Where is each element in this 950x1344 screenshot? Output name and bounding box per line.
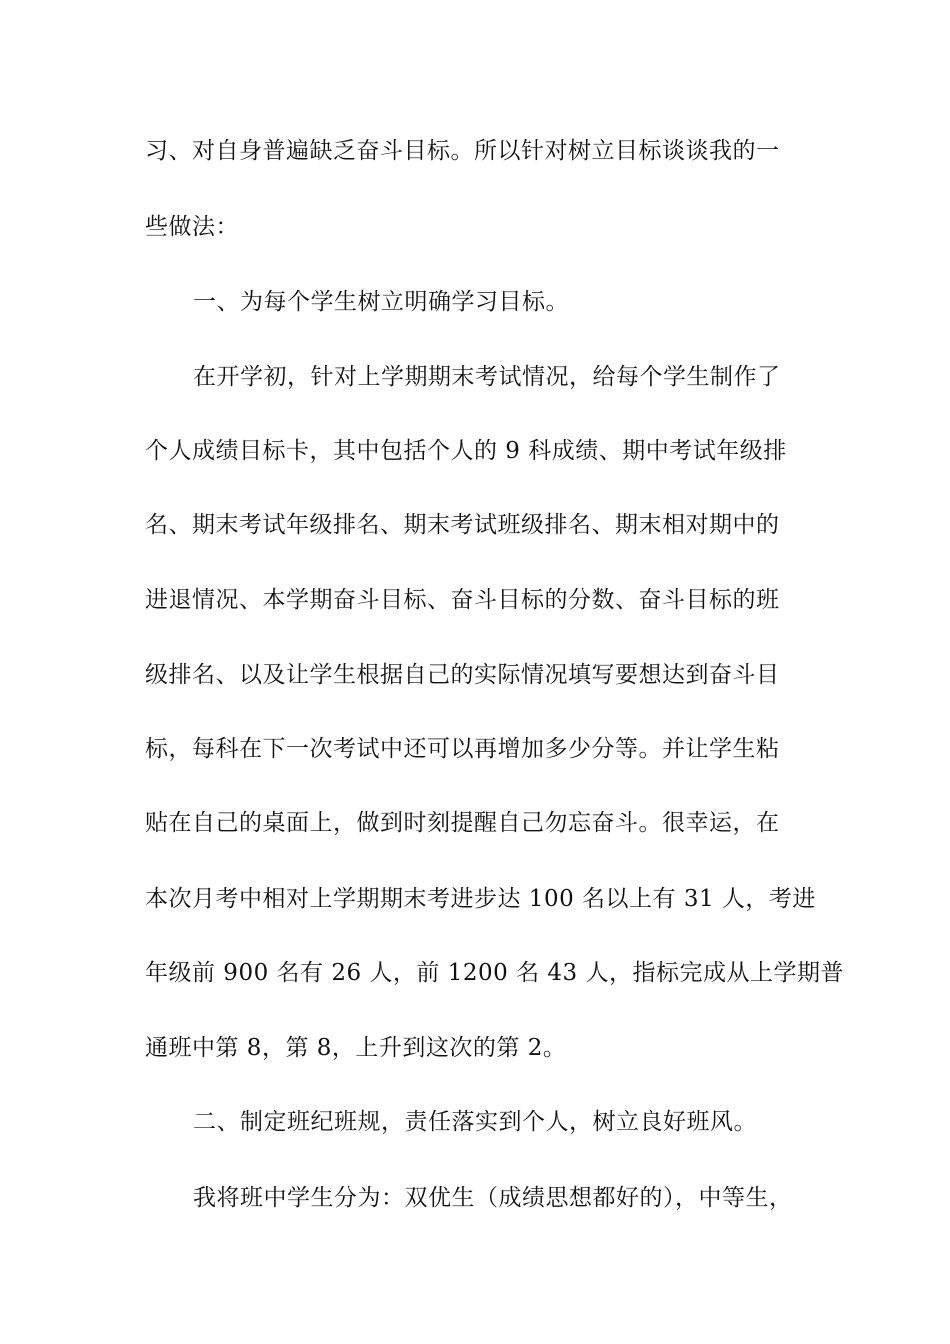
paragraph-line: 个人成绩目标卡，其中包括个人的 9 科成绩、期中考试年级排 bbox=[145, 438, 787, 464]
paragraph-line: 习、对自身普遍缺乏奋斗目标。所以针对树立目标谈谈我的一 bbox=[145, 138, 780, 164]
paragraph-line: 贴在自己的桌面上，做到时刻提醒自己勿忘奋斗。很幸运，在 bbox=[145, 810, 780, 836]
paragraph-line: 年级前 900 名有 26 人，前 1200 名 43 人，指标完成从上学期普 bbox=[145, 960, 844, 986]
paragraph-line: 级排名、以及让学生根据自己的实际情况填写要想达到奋斗目 bbox=[145, 662, 780, 688]
paragraph-line: 标，每科在下一次考试中还可以再增加多少分等。并让学生粘 bbox=[145, 736, 780, 762]
section-heading-1: 一、为每个学生树立明确学习目标。 bbox=[193, 289, 569, 315]
paragraph-line: 在开学初，针对上学期期末考试情况，给每个学生制作了 bbox=[193, 364, 781, 390]
paragraph-line: 我将班中学生分为：双优生（成绩思想都好的），中等生， bbox=[193, 1185, 793, 1211]
paragraph-line: 进退情况、本学期奋斗目标、奋斗目标的分数、奋斗目标的班 bbox=[145, 587, 780, 613]
paragraph-line: 本次月考中相对上学期期末考进步达 100 名以上有 31 人，考进 bbox=[145, 886, 816, 912]
paragraph-line: 些做法： bbox=[145, 214, 239, 240]
section-heading-2: 二、制定班纪班规，责任落实到个人，树立良好班风。 bbox=[193, 1109, 757, 1135]
paragraph-line: 名、期末考试年级排名、期末考试班级排名、期末相对期中的 bbox=[145, 512, 780, 538]
paragraph-line: 通班中第 8，第 8，上升到这次的第 2。 bbox=[145, 1035, 567, 1061]
